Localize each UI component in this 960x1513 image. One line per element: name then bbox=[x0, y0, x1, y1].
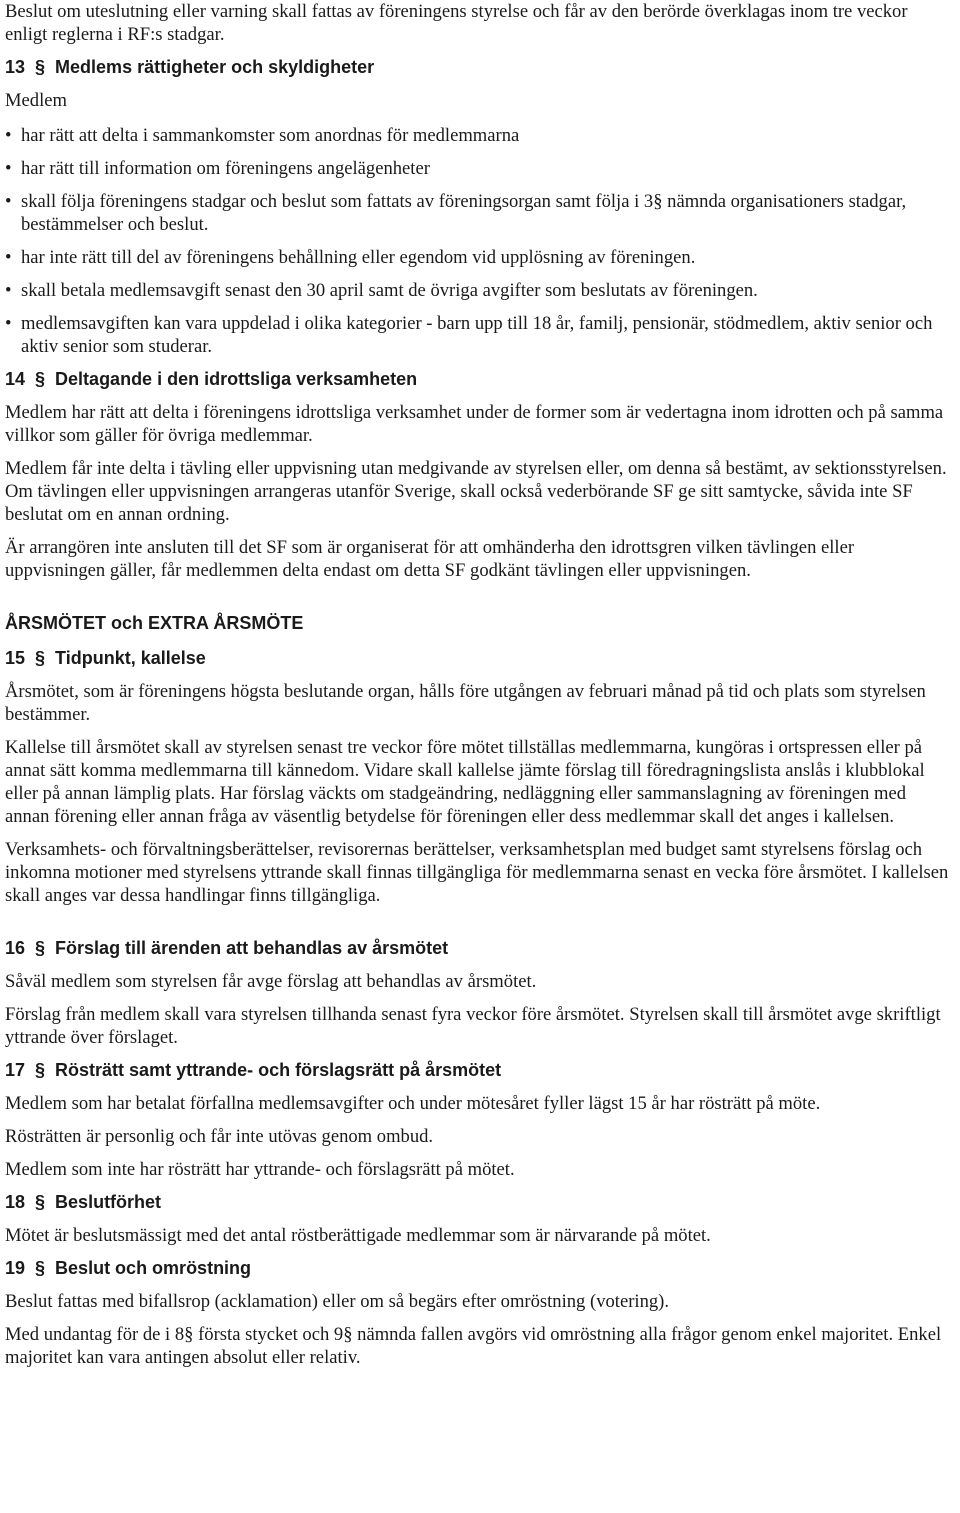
section-19-paragraph: Beslut fattas med bifallsrop (acklamation) eller om så begärs efter omröstning (votering). bbox=[5, 1291, 670, 1312]
section-14-number: 14 bbox=[5, 369, 26, 389]
section-19-paragraph: Med undantag för de i 8§ första stycket och 9§ nämnda fallen avgörs vid omröstning alla frågor genom enkel majoritet. Enkel majoritet kan vara antingen absolut eller relativ. bbox=[5, 1324, 942, 1368]
section-17-paragraph: Medlem som inte har rösträtt har yttrande- och förslagsrätt på mötet. bbox=[5, 1159, 515, 1180]
section-17-heading bbox=[5, 1059, 954, 1081]
section-15-title: Tidpunkt, kallelse bbox=[55, 648, 206, 668]
section-16-heading bbox=[5, 937, 954, 959]
section-15-heading bbox=[5, 647, 954, 669]
list-item: • medlemsavgiften kan vara uppdelad i olika kategorier - barn upp till 18 år, familj, pensionär, stödmedlem, aktiv senior och aktiv senior som studerar. bbox=[5, 312, 954, 358]
section-16-title: Förslag till ärenden att behandlas av årsmötet bbox=[55, 938, 449, 958]
list-item: • har inte rätt till del av föreningens behållning eller egendom vid upplösning av föreningen. bbox=[5, 246, 954, 269]
section-19-heading bbox=[5, 1257, 954, 1279]
section-sign: § bbox=[35, 938, 46, 958]
section-13-title: Medlems rättigheter och skyldigheter bbox=[55, 57, 375, 77]
section-17-paragraph: Medlem som har betalat förfallna medlemsavgifter och under mötesåret fyller lägst 15 år har rösträtt på möte. bbox=[5, 1093, 821, 1114]
section-sign: § bbox=[35, 1192, 46, 1212]
section-17-paragraph: Rösträtten är personlig och får inte utövas genom ombud. bbox=[5, 1126, 434, 1147]
section-17-title: Rösträtt samt yttrande- och förslagsrätt på årsmötet bbox=[55, 1060, 502, 1080]
section-sign: § bbox=[35, 648, 46, 668]
list-item: • har rätt till information om föreningens angelägenheter bbox=[5, 157, 954, 180]
section-18-number: 18 bbox=[5, 1192, 26, 1212]
section-13-lead: Medlem bbox=[5, 90, 67, 111]
section-14-paragraph: Medlem får inte delta i tävling eller uppvisning utan medgivande av styrelsen eller, om denna så bestämt, av sektionsstyrelsen. Om tävlingen eller uppvisningen arrangeras utanför Sverige, skall också vederbörande SF ge sitt samtycke, såvida inte SF beslutat om en annan ordning. bbox=[5, 458, 947, 525]
section-sign: § bbox=[35, 57, 46, 77]
section-14-paragraph: Medlem har rätt att delta i föreningens idrottsliga verksamhet under de former som är vedertagna inom idrotten och på samma villkor som gäller för övriga medlemmar. bbox=[5, 402, 944, 446]
section-15-paragraph: Årsmötet, som är föreningens högsta beslutande organ, hålls före utgången av februari månad på tid och plats som styrelsen bestämmer. bbox=[5, 681, 926, 725]
section-19-title: Beslut och omröstning bbox=[55, 1258, 252, 1278]
section-18-heading bbox=[5, 1191, 954, 1213]
section-sign: § bbox=[35, 1258, 46, 1278]
section-18-title: Beslutförhet bbox=[55, 1192, 162, 1212]
section-14-heading bbox=[5, 368, 954, 390]
section-14-paragraph: Är arrangören inte ansluten till det SF som är organiserat för att omhänderha den idrottsgren vilken tävlingen eller uppvisningen gäller, får medlemmen delta endast om detta SF godkänt tävlingen eller uppvisningen. bbox=[5, 537, 855, 581]
section-17-number: 17 bbox=[5, 1060, 26, 1080]
section-18-paragraph: Mötet är beslutsmässigt med det antal röstberättigade medlemmar som är närvarande på mötet. bbox=[5, 1225, 711, 1246]
section-16-number: 16 bbox=[5, 938, 26, 958]
section-sign: § bbox=[35, 1060, 46, 1080]
section-19-number: 19 bbox=[5, 1258, 26, 1278]
section-15-paragraph: Verksamhets- och förvaltningsberättelser, revisorernas berättelser, verksamhetsplan med budget samt styrelsens förslag och inkomna motioner med styrelsens yttrande skall finnas tillgängliga för medlemmarna senast en vecka före årsmötet. I kallelsen skall anges var dessa handlingar finns tillgängliga. bbox=[5, 839, 949, 906]
part-heading: ÅRSMÖTET och EXTRA ÅRSMÖTE bbox=[5, 613, 304, 633]
list-item: • skall följa föreningens stadgar och beslut som fattats av föreningsorgan samt följa i 3§ nämnda organisationers stadgar, bestämmelser och beslut. bbox=[5, 190, 954, 236]
section-13-heading bbox=[5, 56, 954, 78]
intro-paragraph: Beslut om uteslutning eller varning skall fattas av föreningens styrelse och får av den berörde överklagas inom tre veckor enligt reglerna i RF:s stadgar. bbox=[5, 1, 908, 45]
section-16-paragraph: Såväl medlem som styrelsen får avge förslag att behandlas av årsmötet. bbox=[5, 971, 537, 992]
section-13-number: 13 bbox=[5, 57, 26, 77]
list-item: • har rätt att delta i sammankomster som anordnas för medlemmarna bbox=[5, 124, 954, 147]
section-15-number: 15 bbox=[5, 648, 26, 668]
section-13-list bbox=[5, 124, 954, 358]
list-item: • skall betala medlemsavgift senast den 30 april samt de övriga avgifter som beslutats av föreningen. bbox=[5, 279, 954, 302]
section-15-paragraph: Kallelse till årsmötet skall av styrelsen senast tre veckor före mötet tillställas medlemmarna, kungöras i ortspressen eller på annat sätt komma medlemmarna till kännedom. Vidare skall kallelse jämte förslag till föredragningslista anslås i klubblokal eller på annan lämplig plats. Har förslag väckts om stadgeändring, nedläggning eller sammanslagning av föreningen med annan förening eller annan fråga av väsentlig betydelse för föreningen eller dess medlemmar skall det anges i kallelsen. bbox=[5, 737, 925, 827]
section-16-paragraph: Förslag från medlem skall vara styrelsen tillhanda senast fyra veckor före årsmötet. Styrelsen skall till årsmötet avge skriftligt yttrande över förslaget. bbox=[5, 1004, 941, 1048]
section-sign: § bbox=[35, 369, 46, 389]
section-14-title: Deltagande i den idrottsliga verksamheten bbox=[55, 369, 418, 389]
